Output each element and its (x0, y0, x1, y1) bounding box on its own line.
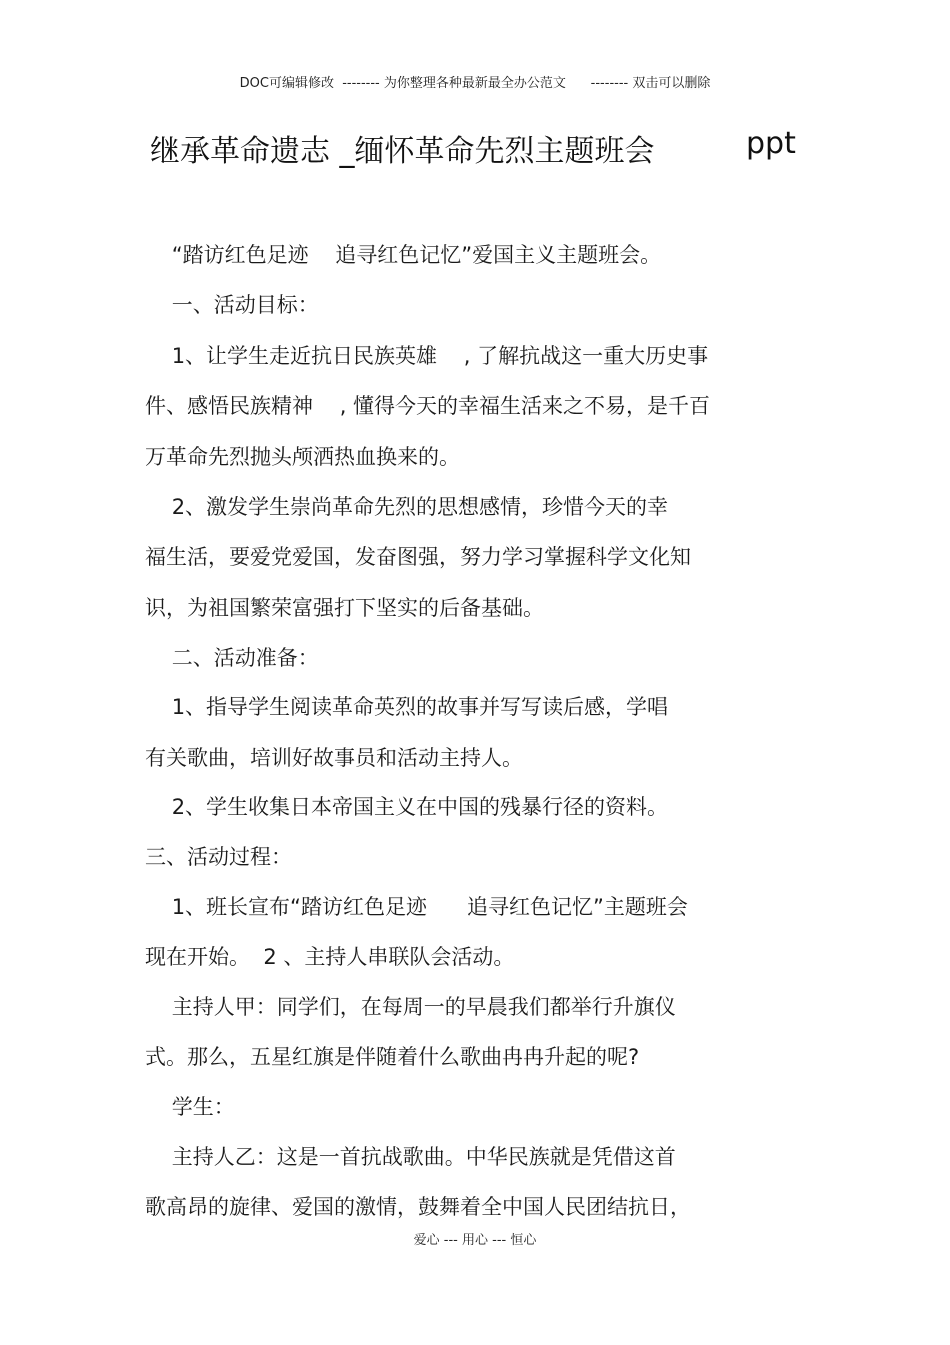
text-line: 歌高昂的旋律、爱国的激情，鼓舞着全中国人民团结抗日， (145, 1195, 691, 1219)
text-line: 学生： (145, 1095, 235, 1119)
document-title (150, 126, 810, 169)
title-suffix: ppt (746, 126, 796, 161)
text-line: 主持人甲：同学们，在每周一的早晨我们都举行升旗仪 (145, 995, 676, 1019)
page-footer: 爱心 --- 用心 --- 恒心 (413, 1233, 537, 1248)
text-line: 二、活动准备： (145, 646, 319, 670)
text-line: “踏访红色足迹 追寻红色记忆”爱国主义主题班会。 (145, 243, 662, 267)
text-line: 三、活动过程： (145, 845, 292, 869)
text-line: 2、学生收集日本帝国主义在中国的残暴行径的资料。 (145, 795, 669, 819)
text-line: 1、班长宣布“踏访红色足迹 追寻红色记忆”主题班会 (145, 895, 688, 919)
text-line: 件、感悟民族精神 , 懂得今天的幸福生活来之不易，是千百 (145, 394, 711, 418)
text-line: 有关歌曲，培训好故事员和活动主持人。 (145, 746, 523, 770)
text-line: 式。那么，五星红旗是伴随着什么歌曲冉冉升起的呢? (145, 1045, 640, 1069)
text-line: 主持人乙：这是一首抗战歌曲。中华民族就是凭借这首 (145, 1145, 676, 1169)
text-line: 万革命先烈抛头颅洒热血换来的。 (145, 445, 460, 469)
title-main: 继承革命遗志 _缅怀革命先烈主题班会 (150, 134, 655, 169)
text-line: 福生活，要爱党爱国，发奋图强，努力学习掌握科学文化知 (145, 545, 691, 569)
text-line: 1、让学生走近抗日民族英雄 , 了解抗战这一重大历史事 (145, 344, 709, 368)
text-line: 2、激发学生崇尚革命先烈的思想感情，珍惜今天的幸 (145, 495, 669, 519)
text-line: 一、活动目标： (145, 293, 319, 317)
page-header: DOC可编辑修改 -------- 为你整理各种最新最全办公范文 -------- 双击可以删除 (239, 76, 711, 91)
text-line: 1、指导学生阅读革命英烈的故事并写写读后感，学唱 (145, 695, 669, 719)
text-line: 识，为祖国繁荣富强打下坚实的后备基础。 (145, 596, 544, 620)
text-line: 现在开始。 2 、主持人串联队会活动。 (145, 945, 515, 969)
